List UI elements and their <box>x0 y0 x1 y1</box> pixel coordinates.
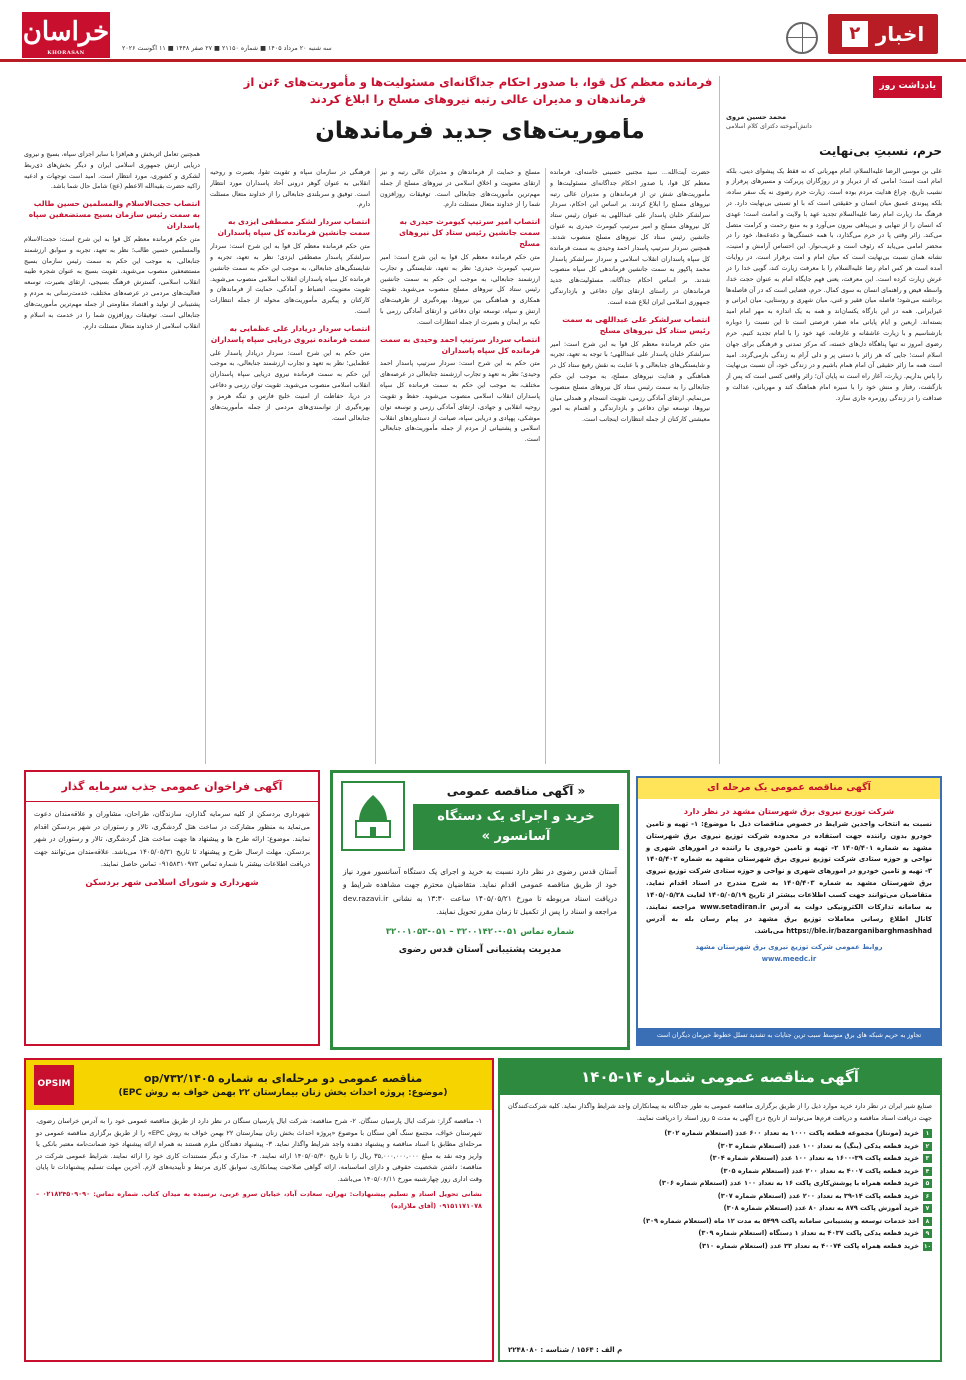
list-item: ۴ خرید قطعه پاکت ۴۰۰۷ به تعداد ۲۰۰ عدد (استعلام شماره ۳۰۵) <box>508 1165 932 1178</box>
ad-opsim-body <box>26 1110 492 1219</box>
ad-tender-list <box>508 1127 932 1252</box>
side-text: علی بن موسی الرضا علیه‌السلام، امام مهربانی که نه فقط یک پیشوای دینی، بلکه امام امت است؛ امامی که از دیرباز و در روزگاران پربرکت و مسیرهای پرفراز و نشیب تاریخ، چراغ هدایت مردم بوده است. زیارت حرم رضوی نه یک سفر ساده، بلکه پیوندی عمیق میان انسان و حقیقتی است که با او نسبتی بی‌نهایت دارد. در فرهنگ ما، زیارت امام رضا علیه‌السلام تجدید عهد با ولایت و امامت است؛ عهدی که انسان را از تنهایی و بی‌پناهی بیرون می‌آورد و به منبع رحمت و کرامت متصل می‌کند. زائر وقتی پا در حرم می‌گذارد، با همه خستگی‌ها و دغدغه‌ها، خود را در محضر امامی می‌یابد که رئوف است و غریب‌نواز. این احساس آرامش و امنیت، نشانه همان نسبت بی‌نهایت است که میان امام و امت برقرار است. در روایات آمده است هر کس امام رضا علیه‌السلام را با معرفت زیارت کند، گویی خدا را در عرش زیارت کرده است. این معرفت، یعنی فهم جایگاه امام به عنوان حجت خدا، واسطه فیض و راهنمای انسان به سوی کمال. حرم، فضایی است که در آن فاصله‌ها برداشته می‌شود؛ فاصله میان فقیر و غنی، میان شهری و روستایی، میان ایرانی و غیرایرانی. همه در این بارگاه یکسان‌اند و همه به یک اندازه به مهر امام امید بسته‌اند. اربعین و ایام پایانی ماه صفر، فرصتی است تا این نسبت را دوباره بازشناسیم و با زیارت عاشقانه و عارفانه، عهد خود را با امام تجدید کنیم. حرم رضوی امروز نه تنها پناهگاه دل‌های خسته، که مرکز تمدنی و فرهنگی برای جهان اسلام است؛ جایی که هر زائر با دستی پر و دلی آرام به زندگی بازمی‌گردد. امید است همه ما زائر حقیقی آن امام همام باشیم و در زندگی خود، آن نسبت بی‌نهایت را پاس بداریم. زیارت، آغاز راه است نه پایان آن؛ زائر واقعی کسی است که پس از بازگشت، رفتار و منش خود را با سیره امام هماهنگ کند و مهربانی، عدالت و صداقت را در زندگی روزمره جاری سازد. <box>726 167 942 402</box>
column-rule <box>719 76 720 764</box>
ad-power-org: روابط عمومی شرکت توزیع نیروی برق شهرستان مشهد <box>695 942 883 951</box>
ad-opsim-header <box>26 1060 492 1110</box>
author-title: دانش‌آموخته دکترای کلام اسلامی <box>726 123 812 131</box>
author-name: محمد حسین مروی <box>726 112 787 121</box>
list-item: ۱ خرید (مونتاژ) مجموعه قطعه پاکت ۱۰۰۰ به تعداد ۶۰۰ عدد (استعلام شماره ۳۰۲) <box>508 1127 932 1140</box>
ad-power-text: نسبت به انتخاب واجدین شرایط در خصوص مناقصات ذیل با موضوع: ۱- تهیه و تامین خودرو بدون راننده جهت استفاده در محدوده شرکت توزیع نیروی برق شهرستان مشهد به شماره ۱۴۰۵/۴۰۱ ۲- تهیه و تامین خودروی با راننده در امورهای شهری و نواحی و حوزه ستادی شرکت توزیع نیروی برق شهرستان مشهد به شماره ۱۴۰۵/۴۰۲ ۳- تهیه و تامین خودرو در امورهای شهری و نواحی و حوزه ستادی شرکت توزیع نیروی برق شهرستان مشهد به شماره ۱۴۰۵/۴۰۳ به شرح مندرج در اسناد اقدام نماید. متقاضیان می‌توانند جهت کسب اطلاعات بیشتر از تاریخ ۱۴۰۵/۰۵/۱۹ لغایت ۱۴۰۵/۰۵/۲۸ به سامانه تدارکات الکترونیکی دولت به آدرس www.setadiran.ir مراجعه نمایند. کانال اطلاع رسانی معاملات توزیع برق مشهد در پیام رسان بله به آدرس https://ble.ir/bazarganibarghmashhad می‌باشد. <box>646 819 933 935</box>
ad-power-bar: آگهی مناقصه عمومی یک مرحله ای <box>638 778 940 799</box>
news-globe-icon <box>786 22 818 54</box>
subhead-3: انتصاب سردار سرتیپ احمد وحیدی به سمت فرمانده کل سپاه پاسداران <box>380 334 540 355</box>
col-3-text: فرهنگی در سازمان سپاه و تقویت تقوا، بصیرت و روحیه انقلابی به عنوان گوهر درونی آحاد پاسداران مورد انتظار است. توفیق و سربلندی جنابعالی را از خداوند متعال مسئلت دارم. <box>210 169 370 209</box>
list-item: ۳ خرید قطعه پاکت ۳۹-۱۶۰۰ به تعداد ۱۰۰ عدد (استعلام شماره ۳۰۴) <box>508 1152 932 1165</box>
ad-tender-body <box>500 1095 940 1258</box>
side-title: حرم، نسبتِ بی‌نهایت <box>819 143 942 158</box>
ad-razavi-body: آستان قدس رضوی در نظر دارد نسبت به خرید و اجرای یک دستگاه آسانسور مورد نیاز خود از طریق مناقصه عمومی اقدام نماید. متقاضیان محترم جهت مشاهده شرایط و دریافت اسناد مربوطه تا مورخ ۱۴۰۵/۰۵/۲۱ ساعت ۱۳:۳۰ به نشانی dev.razavi.ir مراجعه و اسناد را پس از تکمیل تا زمان مقرر تحویل نمایند. <box>343 867 618 916</box>
list-item: ۵ خرید قطعه همراه با پوشش‌کاری پاکت ۱۶ به تعداد ۱۰۰ عدد (استعلام شماره ۳۰۶) <box>508 1177 932 1190</box>
ad-razavi-t1: « آگهی مناقصه عمومی <box>446 784 586 799</box>
subhead-3-text: متن حکم به این شرح است: سردار سرتیپ پاسدار احمد وحیدی؛ نظر به تعهد و تجارب ارزشمند جنابعالی در عرصه‌های مختلف، به موجب این حکم به سمت فرمانده کل سپاه پاسداران انقلاب اسلامی منصوب می‌شوید. حفظ و تقویت روحیه انقلابی و جهادی، ارتقای آمادگی رزمی و توسعه توان موشکی، پهپادی و دریایی سپاه، صیانت از دستاوردهای انقلاب اسلامی و پشتیبانی از مردم از جمله مأموریت‌های جنابعالی است. <box>380 360 540 444</box>
ad-power-tender <box>636 776 942 1046</box>
column-rule <box>375 168 376 764</box>
subhead-6: انتصاب حجت‌الاسلام والمسلمین حسین طالب به سمت رئیس سازمان بسیج مستضعفین سپاه پاسداران <box>28 199 200 231</box>
story-col-4 <box>24 150 200 764</box>
ad-razavi-contact: شماره تماس ۰۵۱-۳۲۰۰۱۴۲۰ – ۰۵۱-۳۲۰۰۱۰۵۳ <box>385 927 575 938</box>
story-intro: حضرت آیت‌الله... سید مجتبی حسینی خامنه‌ای، فرمانده معظم کل قوا، با صدور احکام جداگانه‌ای مسئولیت‌ها و مأموریت‌های شش تن از فرماندهان و مدیران عالی رتبه نیروهای مسلح را ابلاغ کردند. بر اساس این احکام، سردار سرلشکر خلبان پاسدار علی عبداللهی به عنوان رئیس ستاد کل نیروهای مسلح و امیر سرتیپ کیومرث حیدری به عنوان جانشین رئیس ستاد کل نیروهای مسلح منصوب شدند. همچنین سردار سرتیپ پاسدار احمد وحیدی به سمت فرمانده کل سپاه پاسداران انقلاب اسلامی و سردار سرلشکر پاسدار محمد پاکپور به سمت جانشین فرماندهی کل سپاه منصوب شدند. بر اساس احکام جداگانه، مسئولیت‌های جدید فرماندهان در راستای ارتقای توان دفاعی و بازدارندگی جمهوری اسلامی ایران ابلاغ شده است. <box>550 169 710 306</box>
col-2-text: مسلح و حمایت از فرماندهان و مدیران عالی رتبه و نیز ارتقای معنویت و اخلاق اسلامی در نیروهای مسلح از جمله مهم‌ترین مأموریت‌های جنابعالی است. توفیقات روزافزون شما را از خداوند متعال مسئلت دارم. <box>380 169 540 209</box>
col-4-text: همچنین تعامل اثربخش و هم‌افزا با سایر اجزای سپاه، بسیج و نیروی دریایی ارتش جمهوری اسلامی ایران و دیگر بخش‌های ذی‌ربط لشکری و کشوری، مورد انتظار است. امید است توجهات و ادعیه زاکیه حضرت بقیه‌الله الاعظم (عج) شامل حال شما باشد. <box>24 151 200 191</box>
ad-opsim-t2: (موضوع: پروژه احداث بخش زنان بیمارستان ۲۲ بهمن خواف به روش EPC) <box>118 1087 448 1098</box>
ad-power-body <box>638 799 940 972</box>
column-rule <box>545 168 546 764</box>
ad-razavi-titles <box>413 782 619 850</box>
ad-razavi-t2: خرید و اجرای یک دستگاه آسانسور » <box>413 804 619 850</box>
section-tab <box>828 14 938 54</box>
subhead-2: انتصاب امیر سرتیپ کیومرث حیدری به سمت جانشین رئیس ستاد کل نیروهای مسلح <box>399 217 540 249</box>
side-author <box>726 112 942 132</box>
ad-power-foot: تجاوز به حریم شبکه های برق متوسط سبب ترین جنایات به تشدید تسلل خطوط حیرمان دیگران است <box>638 1028 940 1044</box>
ad-opsim-tender <box>24 1058 494 1362</box>
list-item: ۱۰ خرید قطعه همراه پاکت ۴۰۰۷۴ به تعداد ۳۳ عدد (استعلام شماره ۳۱۰) <box>698 1241 932 1250</box>
list-item: ۲ خرید قطعه یدکی (ینگ) به تعداد ۱۰۰ عدد (استعلام شماره ۳۰۳) <box>508 1140 932 1153</box>
page-number: ۲ <box>842 21 868 47</box>
ad-power-website: www.meedc.ir <box>761 954 817 963</box>
list-item: ۶ خرید قطعه پاکت ۱۴-۳۹ به تعداد ۲۰۰ عدد (استعلام شماره ۳۰۷) <box>508 1190 932 1203</box>
ad-opsim-contact: نشانی تحویل اسناد و تسلیم پیشنهادات: تهران، سعادت آباد، خیابان سرو غربی، نرسیده به میدان کتاب. شماره تماس: ۰۲۱۸۲۴۵۰۹۰۹۰ – ۰۹۱۵۱۱۷۱۰۷۸ (آقای ملازاده) <box>36 1190 482 1210</box>
subhead-4: انتصاب سردار لشکر مصطفی ایزدی به سمت جانشین فرمانده کل سپاه پاسداران <box>217 217 370 238</box>
ad-tender-14 <box>498 1058 942 1362</box>
ad-bardaskan-body: شهرداری بردسکن از کلیه سرمایه گذاران، سازندگان، طراحان، مشاوران و علاقه‌مندان دعوت می‌نماید به منظور مشارکت در ساخت هتل گردشگری، تالار و رستوران در شهر بردسکن اقدام نمایند. موضوع: ارائه طرح ها و پیشنهاد ها جهت ساخت هتل گردشگری، تالار و رستوران در شهر بردسکن. مهلت ارسال طرح و پیشنهاد تا تاریخ ۱۴۰۵/۰۵/۳۱ می‌باشد. علاقه‌مندان می‌توانند جهت دریافت اطلاعات بیشتر با شماره تماس ۰۹۱۵۸۳۱۰۹۷۲ تماس حاصل نمایند. <box>34 810 310 869</box>
ad-bardaskan-call <box>24 770 320 1046</box>
subhead-1-text: متن حکم فرمانده معظم کل قوا به این شرح است: امیر سرلشکر خلبان پاسدار علی عبداللهی؛ با توجه به تعهد، تجربه و شایستگی‌های جنابعالی و با عنایت به نقش رفیع ستاد کل در هماهنگی و هدایت نیروهای مسلح، به موجب این حکم جنابعالی را به سمت رئیس ستاد کل نیروهای مسلح منصوب می‌نمایم. ارتقای آمادگی رزمی، تقویت انسجام و همدلی میان نیروها، توسعه توان دفاعی و بازدارندگی و اهتمام به امور معیشتی کارکنان از جمله انتظارات اینجانب است. <box>550 340 710 424</box>
ad-power-company: شرکت توزیع نیروی برق شهرستان مشهد در نظر دارد <box>683 806 895 816</box>
ad-bardaskan-sign: شهرداری و شورای اسلامی شهر بردسکن <box>85 877 259 888</box>
subhead-2-text: متن حکم فرمانده معظم کل قوا به این شرح است: امیر سرتیپ کیومرث حیدری؛ نظر به تعهد، شایستگی و تجارب ارزشمند جنابعالی، به موجب این حکم به سمت جانشین رئیس ستاد کل نیروهای مسلح منصوب می‌شوید. تقویت همکاری و هماهنگی بین نیروها، بهره‌گیری از ظرفیت‌های ارتش و سپاه، توسعه توان دفاعی و ارتقای آمادگی رزمی با تکیه بر ایمان و بصیرت از جمله انتظارات است. <box>380 253 540 326</box>
ad-opsim-text: ۱- مناقصه گزار: شرکت ایال پارسیان سنگان. ۲- شرح مناقصه: شرکت ایال پارسیان سنگان در نظر دارد از طریق مناقصه عمومی خود را به آدرس خراسان رضوی، شهرستان خواف، مجتمع سنگ آهن سنگان با موضوع «پروژه احداث بخش زنان بیمارستان ۲۲ بهمن خواف به روش EPC» را از طریق برگزاری مناقصه عمومی دو مرحله‌ای مطابق با اسناد مناقصه و پیشنهاد دهنده واجد شرایط واگذار نماید. ۳- پیشنهاد دهندگان ملزم هستند به همراه ارائه پیشنهاد خود ضمانت‌نامه معتبر بانکی یا واریز وجه نقد به مبلغ ۳۵,۰۰۰,۰۰۰,۰۰۰ ریال را تا تاریخ ۱۴۰۵/۰۵/۳۰ ارائه نمایند. ۴- مدارک و دیگر مستندات کاری خود را ارائه نمایند. شرایط عمومی شرکت در مناقصه: داشتن شخصیت حقوقی و دارای اساسنامه، ارائه گواهی صلاحیت پیمانکاری، سوابق کاری مرتبط و تأییدیه‌های لازم. آخرین مهلت تسلیم پیشنهادات تا پایان وقت اداری روز چهارشنبه مورخ ۱۴۰۵/۰۶/۱۱ می‌باشد. <box>36 1117 482 1183</box>
subhead-1: انتصاب سرلشکر علی عبداللهی به سمت رئیس ستاد کل نیروهای مسلح <box>562 314 710 335</box>
ad-opsim-t1: مناقصه عمومی دو مرحله‌ای به شماره ۱۴۰۵/op/۷۳۲ <box>143 1071 423 1085</box>
story-col-3 <box>210 168 370 764</box>
section-label: اخبار <box>875 21 925 46</box>
column-rule <box>205 168 206 764</box>
side-label: یادداشت روز <box>873 76 942 98</box>
shrine-dome-icon <box>341 781 405 851</box>
subhead-5-text: متن حکم به این شرح است: سردار دریادار پاسدار علی عظمایی؛ نظر به تعهد و تجارب ارزشمند جنابعالی، به موجب این حکم به سمت فرمانده نیروی دریایی سپاه پاسداران انقلاب اسلامی منصوب می‌شوید. تقویت توان رزمی و دفاعی در دریا، حفاظت از امنیت خلیج فارس و تنگه هرمز و بهره‌گیری از توانمندی‌های مردمی از جمله مأموریت‌های جنابعالی است. <box>210 349 370 422</box>
list-item: ۹ خرید قطعه یدکی پاکت ۴۰۳۷ به تعداد ۱ دستگاه (استعلام شماره ۳۰۹) <box>508 1227 932 1240</box>
story-col-1 <box>550 168 710 764</box>
story-kicker: فرمانده معظم کل قوا، با صدور احکام جداگانه‌ای مسئولیت‌ها و مأموریت‌های ۶تن از فرماندهان و مدیران عالی رتبه نیروهای مسلح را ابلاغ کردند <box>243 75 713 107</box>
opsim-logo: OPSIM <box>34 1065 74 1105</box>
list-item: ۷ خرید آموزش پاکت ۸۷۹ به تعداد ۸۰ عدد (استعلام شماره ۳۰۸) <box>508 1202 932 1215</box>
story-col-2 <box>380 168 540 764</box>
ad-razavi-tender <box>330 770 630 1050</box>
subhead-6-text: متن حکم فرمانده معظم کل قوا به این شرح است: حجت‌الاسلام والمسلمین حسین طالب؛ نظر به تعهد، تجربه و سوابق ارزشمند جنابعالی، به موجب این حکم به سمت رئیس سازمان بسیج مستضعفین منصوب می‌شوید. تقویت بسیج به عنوان شجره طیبه انقلاب اسلامی، گسترش فرهنگ بسیجی، ارتقای بصیرت، توسعه فعالیت‌های مردمی در عرصه‌های مختلف، خدمت‌رسانی به مردم و پشتیبانی از تولید و اقتصاد مقاومتی از جمله مهم‌ترین مأموریت‌های جنابعالی است. توفیقات روزافزون شما را در خدمت به اسلام و انقلاب اسلامی از خداوند متعال مسئلت دارم. <box>24 235 200 330</box>
ad-opsim-titles <box>82 1070 484 1101</box>
subhead-4-text: متن حکم فرمانده معظم کل قوا به این شرح است: سردار سرلشکر پاسدار مصطفی ایزدی؛ نظر به تعهد، تجربه و شایستگی‌های جنابعالی، به موجب این حکم به سمت جانشین فرمانده کل سپاه پاسداران انقلاب اسلامی منصوب می‌شوید. تقویت معنویت، انضباط و آمادگی، حمایت از فرماندهان و کارکنان و پیگیری مأموریت‌های محوله از جمله انتظارات است. <box>210 243 370 316</box>
ad-razavi-foot: مدیریت پشتیبانی آستان قدس رضوی <box>398 945 562 956</box>
ad-tender-text: صنایع شیر ایران در نظر دارد خرید موارد ذیل را از طریق برگزاری مناقصه عمومی به طور جداگانه به پیمانکاران واجد شرایط واگذار نماید. کلیه شرکت‌کنندگان جهت دریافت اسناد مناقصه و دریافت فرم‌ها می‌توانند از تاریخ درج آگهی به مدت ۵ روز اسناد را دریافت نمایند. <box>508 1102 932 1122</box>
ad-tender-foot: م الف : ۱۵۶۴ / شناسه : ۲۲۴۸۰۸۰ <box>508 1346 623 1355</box>
newspaper-logo <box>22 12 110 58</box>
ad-bardaskan-bar: آگهی فراخوان عمومی جذب سرمایه گذار <box>26 772 318 802</box>
ad-razavi-header <box>333 773 627 859</box>
logo-text: خراسان <box>22 17 110 47</box>
story-headline: مأموریت‌های جدید فرماندهان <box>315 118 645 144</box>
side-column <box>726 76 942 764</box>
subhead-5: انتصاب سردار دریادار علی عظمایی به سمت فرمانده نیروی دریایی سپاه پاسداران <box>210 323 370 344</box>
logo-subtitle: KHORASAN <box>47 50 85 56</box>
ad-tender-bar: آگهی مناقصه عمومی شماره ۱۴-۱۴۰۵ <box>500 1060 940 1095</box>
issue-line: سه شنبه ۲۰ مرداد ۱۴۰۵ ■ شماره ۲۱۱۵۰ ■ ۲۷ صفر ۱۴۴۸ ■ ۱۱ اگوست ۲۰۲۶ <box>122 45 332 52</box>
list-item: ۸ اخذ خدمات توسعه و پشتیبانی سامانه پاکت ۵۴۹۹ به مدت ۱۲ ماه (استعلام شماره ۳۰۹) <box>508 1215 932 1228</box>
